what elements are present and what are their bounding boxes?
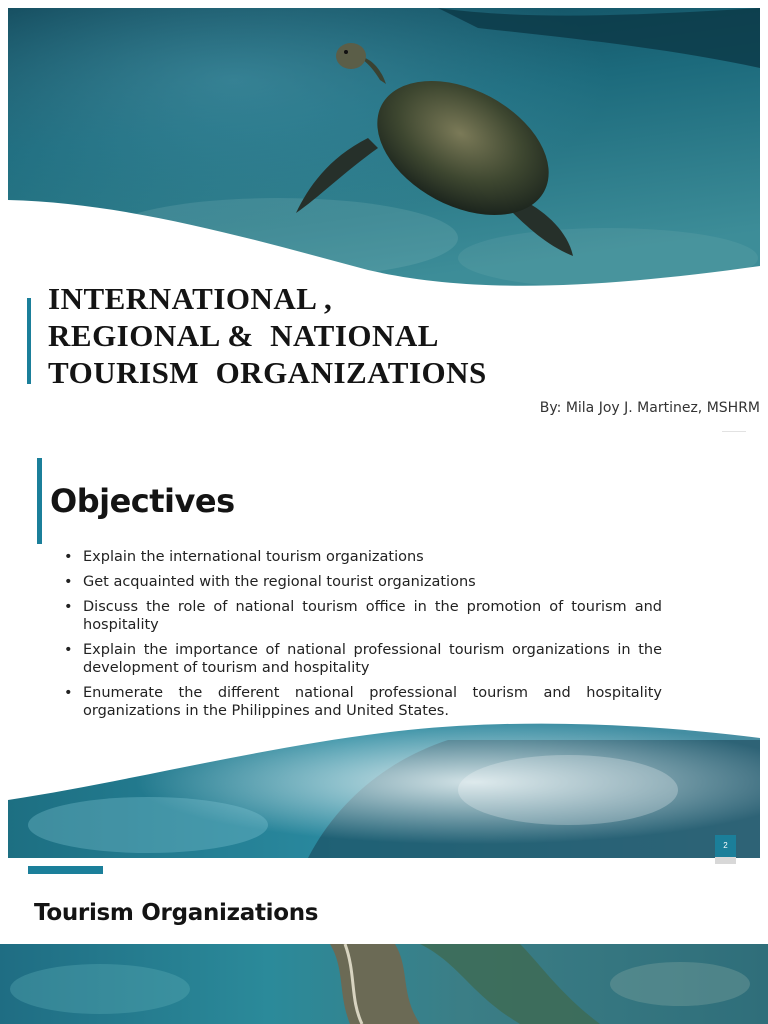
slide-accent-bar — [28, 866, 103, 874]
objectives-list — [64, 548, 662, 727]
aerial-coastline-photo — [0, 944, 768, 1024]
page-number-tab — [715, 857, 736, 864]
slide-title: Tourism Organizations — [34, 900, 319, 926]
title-accent-bar — [27, 298, 31, 384]
objectives-slide — [0, 438, 768, 864]
title-line-1: INTERNATIONAL , — [48, 281, 333, 316]
list-item: • Explain the international tourism organizations — [64, 548, 662, 566]
title-slide — [0, 0, 768, 438]
ocean-wave-photo — [8, 720, 760, 858]
title-line-3: TOURISM ORGANIZATIONS — [48, 355, 487, 390]
list-item: • Enumerate the different national professional tourism and hospitality organizations in the Philippines and United States. — [64, 684, 662, 720]
sea-turtle-photo — [8, 8, 760, 298]
objectives-title: Objectives — [50, 482, 235, 520]
tourism-organizations-slide — [0, 864, 768, 1024]
objectives-accent-bar — [37, 458, 42, 544]
list-item: • Get acquainted with the regional tourist organizations — [64, 573, 662, 591]
list-item: • Explain the importance of national professional tourism organizations in the development of tourism and hospitality — [64, 641, 662, 677]
list-item: • Discuss the role of national tourism office in the promotion of tourism and hospitality — [64, 598, 662, 634]
divider — [722, 431, 746, 432]
title-line-2: REGIONAL & NATIONAL — [48, 318, 439, 353]
author-byline: By: Mila Joy J. Martinez, MSHRM — [539, 400, 760, 416]
page-number-badge: 2 — [715, 835, 736, 857]
presentation-title — [48, 280, 487, 391]
